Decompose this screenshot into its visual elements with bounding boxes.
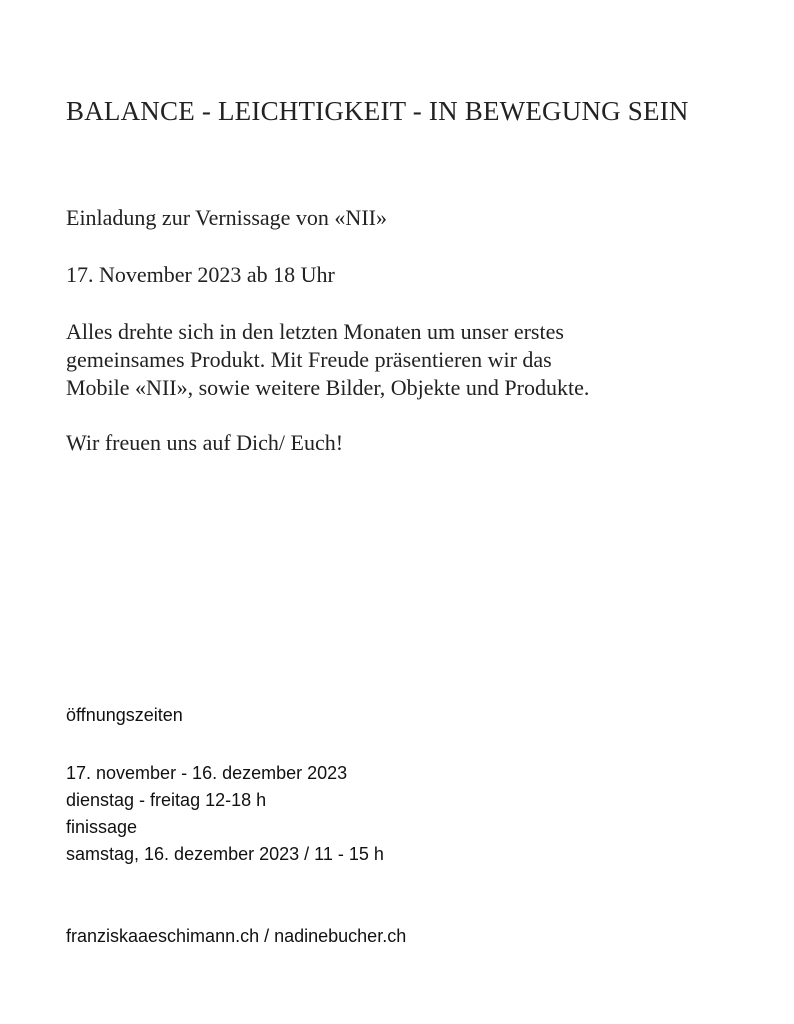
opening-hours-title: öffnungszeiten xyxy=(66,705,183,725)
closing-line: Wir freuen uns auf Dich/ Euch! xyxy=(66,430,344,455)
footer-websites: franziskaaeschimann.ch / nadinebucher.ch xyxy=(66,926,407,946)
exhibition-period: 17. november - 16. dezember 2023 xyxy=(66,763,348,783)
body-line-3: Mobile «NII», sowie weitere Bilder, Objekte und Produkte. xyxy=(66,375,590,400)
invitation-line: Einladung zur Vernissage von «NII» xyxy=(66,205,387,230)
event-date: 17. November 2023 ab 18 Uhr xyxy=(66,262,335,287)
finissage-label: finissage xyxy=(66,817,138,837)
opening-hours-block xyxy=(66,760,384,868)
headline: BALANCE - LEICHTIGKEIT - IN BEWEGUNG SEIN xyxy=(66,96,689,126)
body-paragraph xyxy=(66,318,589,402)
body-line-2: gemeinsames Produkt. Mit Freude präsentieren wir das xyxy=(66,347,552,372)
body-line-1: Alles drehte sich in den letzten Monaten um unser erstes xyxy=(66,319,564,344)
weekday-hours: dienstag - freitag 12-18 h xyxy=(66,790,267,810)
finissage-date: samstag, 16. dezember 2023 / 11 - 15 h xyxy=(66,844,384,864)
